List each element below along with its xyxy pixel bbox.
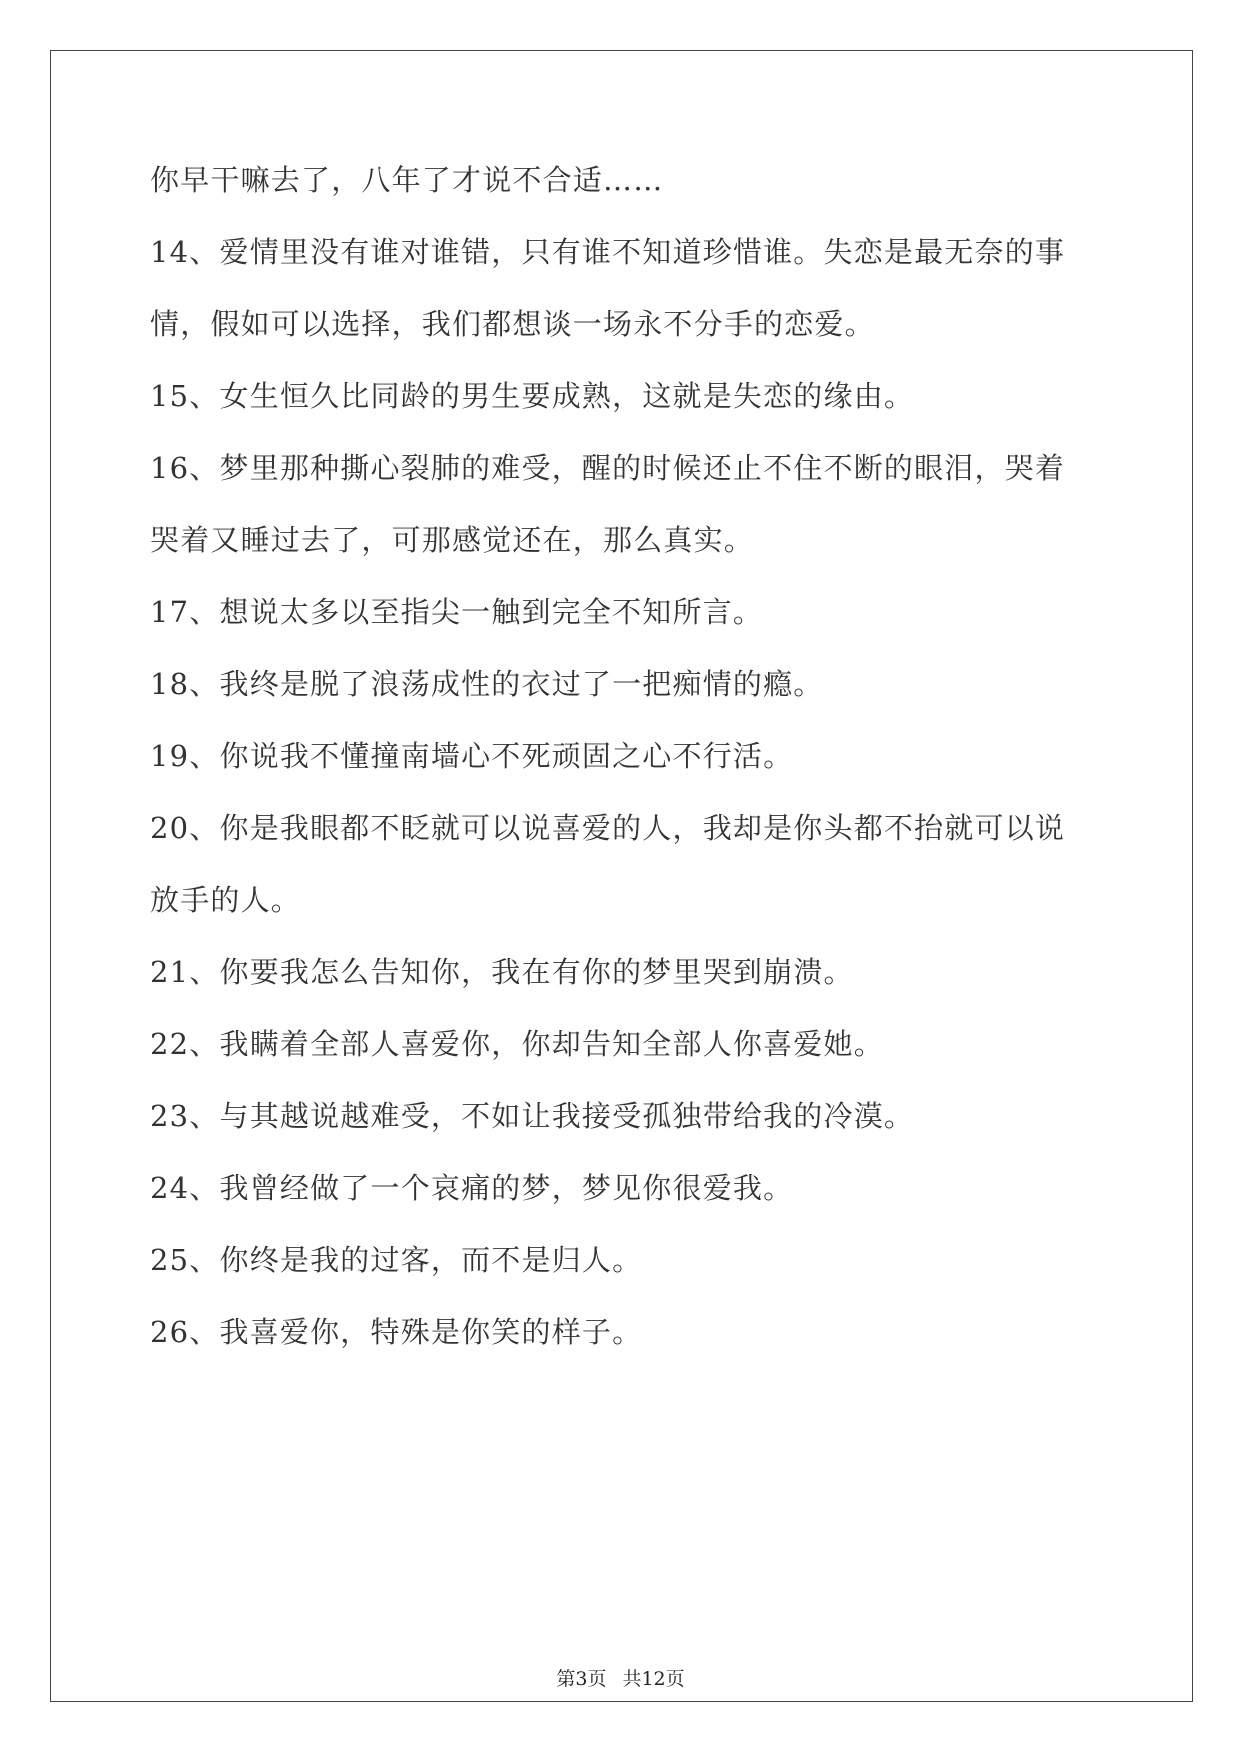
- text-line: 情，假如可以选择，我们都想谈一场永不分手的恋爱。: [150, 307, 875, 341]
- text-line: 20、你是我眼都不眨就可以说喜爱的人，我却是你头都不抬就可以说: [150, 811, 1066, 845]
- text-line: 25、你终是我的过客，而不是归人。: [150, 1243, 643, 1277]
- text-line: 21、你要我怎么告知你，我在有你的梦里哭到崩溃。: [150, 955, 854, 989]
- text-line: 15、女生恒久比同龄的男生要成熟，这就是失恋的缘由。: [150, 379, 915, 413]
- text-line: 17、想说太多以至指尖一触到完全不知所言。: [150, 595, 764, 629]
- text-line: 18、我终是脱了浪荡成性的衣过了一把痴情的瘾。: [150, 667, 824, 701]
- text-line: 哭着又睡过去了，可那感觉还在，那么真实。: [150, 523, 755, 557]
- page-total: 共12页: [622, 1668, 685, 1690]
- text-line: 23、与其越说越难受，不如让我接受孤独带给我的冷漠。: [150, 1099, 915, 1133]
- text-line: 你早干嘛去了，八年了才说不合适……: [150, 163, 664, 197]
- text-line: 26、我喜爱你，特殊是你笑的样子。: [150, 1315, 643, 1349]
- text-line: 22、我瞒着全部人喜爱你，你却告知全部人你喜爱她。: [150, 1027, 884, 1061]
- page-number: 第3页: [556, 1668, 607, 1690]
- text-line: 14、爱情里没有谁对谁错，只有谁不知道珍惜谁。失恋是最无奈的事: [150, 235, 1066, 269]
- page-border: [50, 50, 1193, 1702]
- page-footer: [0, 1667, 1241, 1691]
- text-line: 24、我曾经做了一个哀痛的梦，梦见你很爱我。: [150, 1171, 794, 1205]
- text-line: 放手的人。: [150, 883, 302, 917]
- text-line: 16、梦里那种撕心裂肺的难受，醒的时候还止不住不断的眼泪，哭着: [150, 451, 1066, 485]
- text-line: 19、你说我不懂撞南墙心不死顽固之心不行活。: [150, 739, 794, 773]
